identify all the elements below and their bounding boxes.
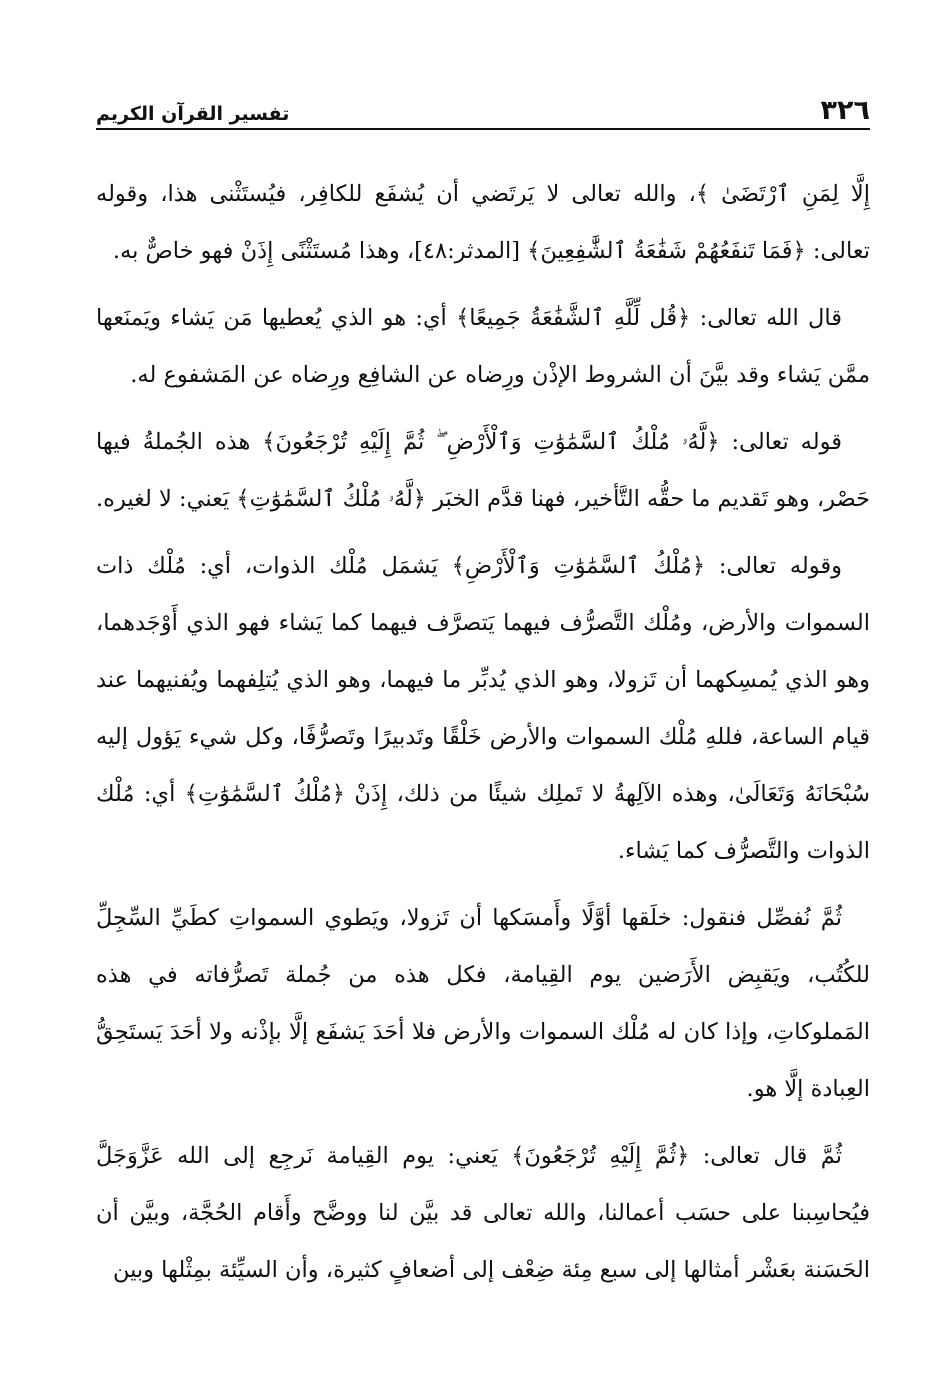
paragraph: إِلَّا لِمَنِ ٱرْتَضَىٰ ﴾، والله تعالى لا يَرتَضي أن يُشفَع للكافِر، فيُستَثْنى هذا، وقوله تعالى: ﴿فَمَا تَنفَعُهُمْ شَفَٰعَةُ ٱلشَّٰفِعِينَ﴾ [المدثر:٤٨]، وهذا مُستَثْنًى إِذَنْ فهو خاصٌّ به. <box>96 181 870 264</box>
paragraph: ثُمَّ نُفصِّل فنقول: خلَقها أوَّلًا وأَمسَكها أن تَزولا، ويَطوي السمواتِ كطَيِّ السِّجِلِّ للكُتُب، ويَقبِض الأَرَضين يوم القِيامة، فكل هذه من جُملة تَصرُّفاته في هذه المَملوكاتِ، وإذا كان له مُلْك السموات والأرض فلا أحَدَ يَشفَع إلَّا بإذْنه ولا أحَدَ يَستَحِقُّ العِبادة إلَّا هو. <box>96 905 870 1102</box>
page-number: ٣٢٦ <box>820 95 870 126</box>
running-title: تفسير القرآن الكريم <box>96 103 290 125</box>
paragraph: قوله تعالى: ﴿لَّهُۥ مُلْكُ ٱلسَّمَٰوَٰتِ وَٱلْأَرْضِ ۖ ثُمَّ إِلَيْهِ تُرْجَعُونَ﴾ هذه الجُملةُ فيها حَصْر، وهو تَقديم ما حقُّه التَّأخير، فهنا قدَّم الخبَر ﴿لَّهُۥ مُلْكُ ٱلسَّمَٰوَٰتِ﴾ يَعني: لا لغيره. <box>96 429 870 512</box>
page-body <box>96 166 870 1306</box>
paragraph: قال الله تعالى: ﴿قُل لِّلَّهِ ٱلشَّفَٰعَةُ جَمِيعًا﴾ أي: هو الذي يُعطيها مَن يَشاء ويَمنَعها ممَّن يَشاء وقد بيَّنَ أن الشروط الإذْن ورِضاه عن الشافِع ورِضاه عن المَشفوع له. <box>96 305 870 388</box>
page-header <box>96 86 870 130</box>
paragraph: وقوله تعالى: ﴿مُلْكُ ٱلسَّمَٰوَٰتِ وَٱلْأَرْضِ﴾ يَشمَل مُلْك الذوات، أي: مُلْك ذات السموات والأرض، ومُلْك التَّصرُّف فيهما يَتصرَّف فيهما كما يَشاء فهو الذي أَوْجَدهما، وهو الذي يُمسِكهما أن تَزولا، وهو الذي يُدبِّر ما فيهما، وهو الذي يُتلِفهما ويُفنيهما عند قيام الساعة، فللهِ مُلْك السموات والأرض خَلْقًا وتَدبيرًا وتَصرُّفًا، وكل شيء يَؤول إليه سُبْحَانَهُ وَتَعَالَىٰ، وهذه الآلِهةُ لا تَملِك شيئًا من ذلك، إِذَنْ ﴿مُلْكُ ٱلسَّمَٰوَٰتِ﴾ أي: مُلْك الذوات والتَّصرُّف كما يَشاء. <box>96 553 870 864</box>
paragraph: ثُمَّ قال تعالى: ﴿ثُمَّ إِلَيْهِ تُرْجَعُونَ﴾ يَعني: يوم القِيامة نَرجِع إلى الله عَزَّوَجَلَّ فيُحاسِبنا على حسَب أعمالنا، والله تعالى قد بيَّن لنا ووضَّح وأَقام الحُجَّة، وبيَّن أن الحَسَنة بعَشْر أمثالها إلى سبع مِئة ضِعْف إلى أضعافٍ كثيرة، وأن السيِّئة بمِثْلها وبين <box>96 1143 870 1283</box>
